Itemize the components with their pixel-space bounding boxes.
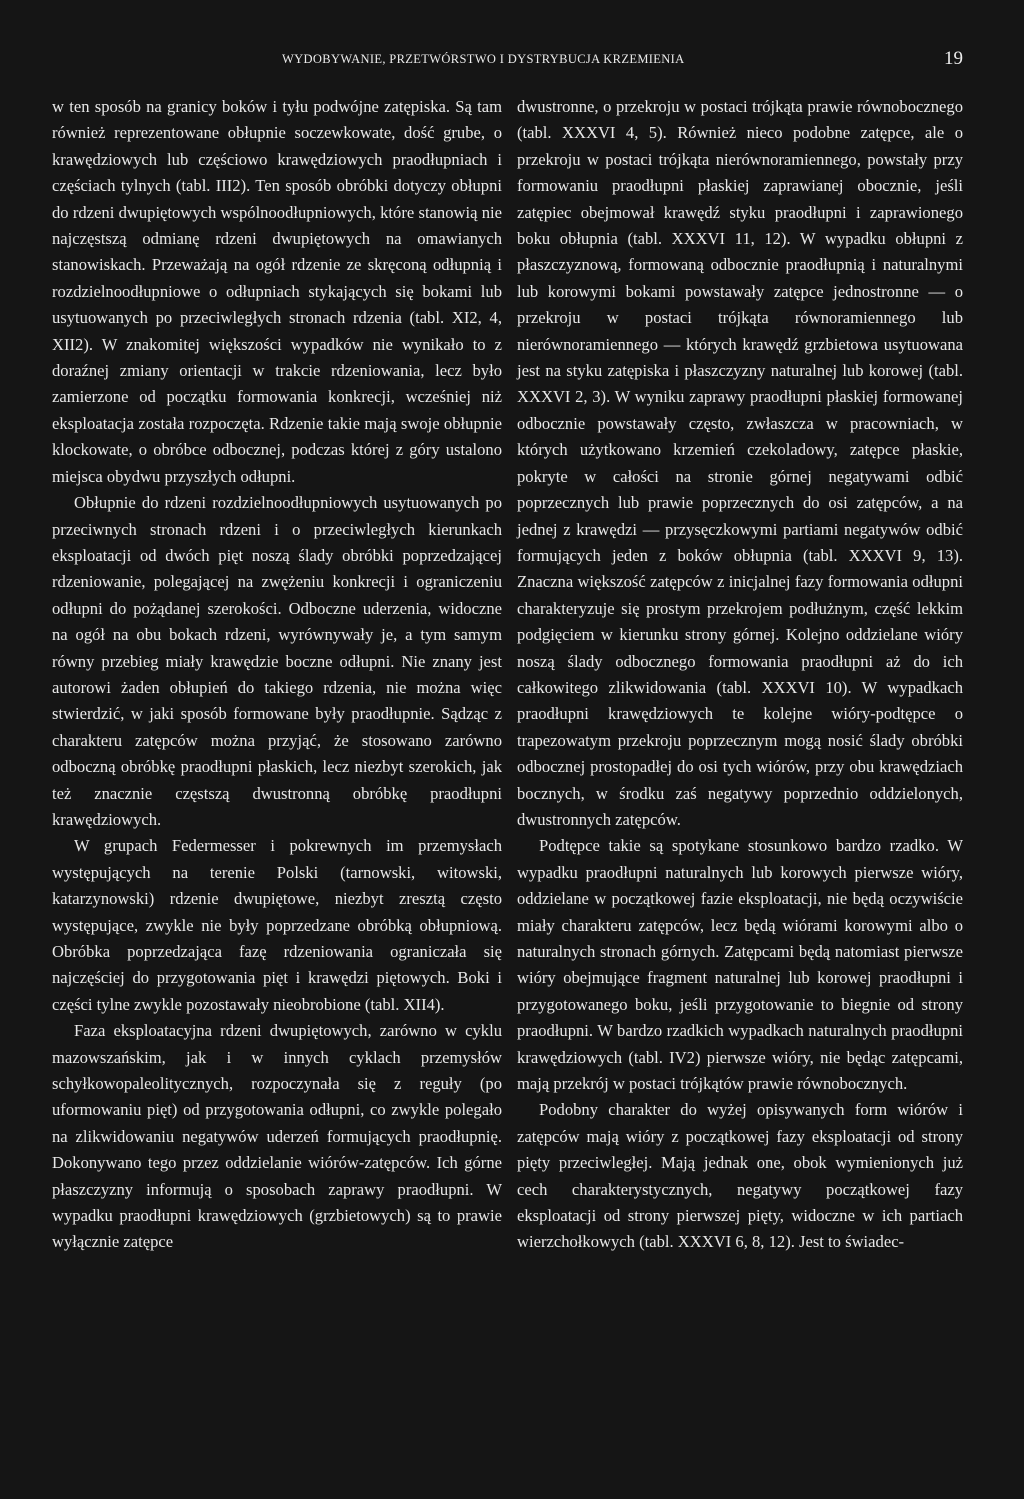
running-head (0, 48, 1024, 72)
paragraph: Podobny charakter do wyżej opisywanych form wiórów i zatępców mają wióry z początkowej fazy eksploatacji od strony pięty przeciwległej. Mają jednak one, obok wymienionych już cech charakterystycznych, negatywy początkowej fazy eksploatacji od strony pierwszej pięty, widoczne w ich partiach wierzchołkowych (tabl. XXXVI 6, 8, 12). Jest to świadec- (517, 1100, 963, 1252)
running-head-title: WYDOBYWANIE, PRZETWÓRSTWO I DYSTRYBUCJA KRZEMIENIA (282, 52, 685, 66)
paragraph: w ten sposób na granicy boków i tyłu podwójne zatępiska. Są tam również reprezentowane obłupnie soczewkowate, dość grube, o krawędziowych lub częściowo krawędziowych praodłupniach i częściach tylnych (tabl. III2). Ten sposób obróbki dotyczy obłupni do rdzeni dwupiętowych wspólnoodłupniowych, które stanowią nie najczęstszą odmianę rdzeni dwupiętowych na omawianych stanowiskach. Przeważają na ogół rdzenie ze skręconą odłupnią i rozdzielnoodłupniowe o odłupniach stykających się bokami lub usytuowanych po przeciwległych stronach rdzenia (tabl. XI2, 4, XII2). W znakomitej większości wypadków nie wynikało to z doraźnej zmiany orientacji w trakcie rdzeniowania, lecz było zamierzone od początku formowania konkrecji, wcześniej niż eksploatacja została rozpoczęta. Rdzenie takie mają swoje obłupnie klockowate, o obróbce odbocznej, podczas której z góry ustalono miejsca obydwu przyszłych odłupni. (52, 97, 502, 486)
paragraph: dwustronne, o przekroju w postaci trójkąta prawie równobocznego (tabl. XXXVI 4, 5). Również nieco podobne zatępce, ale o przekroju w postaci trójkąta nierównoramiennego, powstały przy formowaniu praodłupni płaskiej zaprawianej obocznie, jeśli zatępiec obejmował krawędź styku praodłupni i zaprawionego boku obłupnia (tabl. XXXVI 11, 12). W wypadku obłupni z płaszczyznową, formowaną odbocznie praodłupnią i naturalnymi lub korowymi bokami powstawały zatępce jednostronne — o przekroju w postaci trójkąta równoramiennego lub nierównoramiennego — których krawędź grzbietowa usytuowana jest na styku zatępiska i płaszczyzny naturalnej lub korowej (tabl. XXXVI 2, 3). W wyniku zaprawy praodłupni płaskiej formowanej odbocznie powstawały często, zwłaszcza w pracowniach, w których użytkowano krzemień czekoladowy, zatępce płaskie, pokryte w całości na stronie górnej negatywami odbić poprzecznych lub prawie poprzecznych do osi zatępców, a na jednej z krawędzi — przysęczkowymi partiami negatywów odbić formujących jeden z boków obłupnia (tabl. XXXVI 9, 13). Znaczna większość zatępców z inicjalnej fazy formowania odłupni charakteryzuje się prostym przekrojem podłużnym, część lekkim podgięciem w kierunku strony górnej. Kolejno oddzielane wióry noszą ślady odbocznego formowania praodłupni aż do ich całkowitego zlikwidowania (tabl. XXXVI 10). W wypadkach praodłupni krawędziowych te kolejne wióry-podtępce o trapezowatym przekroju poprzecznym mogą nosić ślady obróbki odbocznej prostopadłej do osi tych wiórów, przy obu krawędziach bocznych, w środku zaś negatywy poprzednio oddzielonych, dwustronnych zatępców. (517, 97, 963, 829)
page-number: 19 (944, 48, 963, 69)
paragraph: Faza eksploatacyjna rdzeni dwupiętowych, zarówno w cyklu mazowszańskim, jak i w innych cyklach przemysłów schyłkowopaleolitycznych, rozpoczynała się z reguły (po uformowaniu pięt) od przygotowania odłupni, co zwykle polegało na zlikwidowaniu negatywów uderzeń formujących praodłupnię. Dokonywano tego przez oddzielanie wiórów-zatępców. Ich górne płaszczyzny informują o sposobach zaprawy praodłupni. W wypadku praodłupni krawędziowych (grzbietowych) są to prawie wyłącznie zatępce (52, 1021, 502, 1252)
paragraph: Obłupnie do rdzeni rozdzielnoodłupniowych usytuowanych po przeciwnych stronach rdzeni i o przeciwległych kierunkach eksploatacji od dwóch pięt noszą ślady obróbki poprzedzającej rdzeniowanie, polegającej na zwężeniu konkrecji i ograniczeniu odłupni do pożądanej szerokości. Odboczne uderzenia, widoczne na ogół na obu bokach rdzeni, wyrównywały je, a tym samym równy przebieg miały krawędzie boczne odłupni. Nie znany jest autorowi żaden obłupień do takiego rdzenia, nie można więc stwierdzić, w jaki sposób formowane były praodłupnie. Sądząc z charakteru zatępców można przyjąć, że stosowano zarówno odboczną obróbkę praodłupni płaskich, lecz niezbyt szerokich, jak też znacznie częstszą dwustronną obróbkę praodłupni krawędziowych. (52, 493, 502, 829)
paragraph: W grupach Federmesser i pokrewnych im przemysłach występujących na terenie Polski (tarnowski, witowski, katarzynowski) rdzenie dwupiętowe, niezbyt zresztą często występujące, zwykle nie były poprzedzane obróbką obłupniową. Obróbka poprzedzająca fazę rdzeniowania ograniczała się najczęściej do przygotowania pięt i krawędzi piętowych. Boki i części tylne zwykle pozostawały nieobrobione (tabl. XII4). (52, 836, 502, 1014)
right-column (517, 94, 963, 1256)
left-column (52, 94, 502, 1256)
paragraph: Podtępce takie są spotykane stosunkowo bardzo rzadko. W wypadku praodłupni naturalnych lub korowych pierwsze wióry, oddzielane w początkowej fazie eksploatacji, nie będą oczywiście miały charakteru zatępców, lecz będą wiórami korowymi albo o naturalnych stronach górnych. Zatępcami będą natomiast pierwsze wióry obejmujące fragment naturalnej lub korowej praodłupni i przygotowanego boku, jeśli przygotowanie to biegnie od strony praodłupni. W bardzo rzadkich wypadkach naturalnych praodłupni krawędziowych (tabl. IV2) pierwsze wióry, nie będąc zatępcami, mają przekrój w postaci trójkątów prawie równobocznych. (517, 836, 963, 1094)
